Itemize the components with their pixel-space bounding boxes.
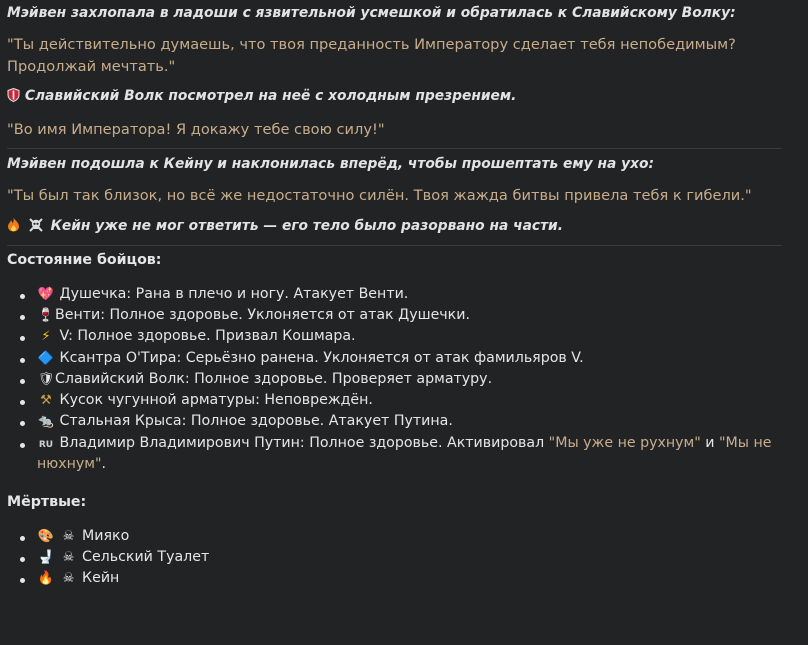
fighter-status: Владимир Владимирович Путин: Полное здоровье. Активировал (59, 434, 549, 451)
lightning-icon: ⚡ (41, 329, 51, 345)
divider (7, 245, 782, 246)
dead-name: Сельский Туалет (82, 548, 210, 565)
artist-palette-icon: 🎨 (37, 528, 55, 544)
fire-icon: 🔥 (37, 571, 55, 587)
blue-gem-icon: 🔷 (37, 350, 55, 366)
shield-icon: 🛡 (37, 371, 55, 387)
fighter-status: Славийский Волк: Полное здоровье. Проверяет арматуру. (55, 370, 493, 387)
list-item (37, 369, 801, 390)
punctuation: . (101, 455, 107, 472)
narration-line (7, 216, 801, 239)
list-item (37, 411, 801, 432)
list-item (37, 526, 801, 547)
fire-icon (7, 217, 20, 239)
rat-icon: 🐀 (37, 414, 55, 430)
fighter-status: V: Полное здоровье. Призвал Кошмара. (59, 328, 356, 345)
skull-crossbones-icon: ☠ (62, 528, 75, 544)
ability-highlight: "Мы не нюхнум" (37, 434, 772, 472)
toilet-icon: 🚽 (37, 549, 55, 565)
skull-crossbones-icon: ☠ (62, 549, 75, 565)
list-item (37, 326, 801, 347)
fighter-status: Кусок чугунной арматуры: Неповреждён. (59, 392, 373, 409)
list-item (37, 284, 801, 305)
dead-heading: Мёртвые: (7, 494, 87, 511)
fighter-status: Душечка: Рана в плечо и ногу. Атакует Венти. (59, 285, 409, 302)
fighters-heading: Состояние бойцов: (7, 252, 162, 269)
ability-highlight: "Мы уже не рухнум" (548, 434, 701, 451)
fighter-status: Венти: Полное здоровье. Уклоняется от атак Душечки. (55, 306, 470, 323)
list-item (37, 547, 801, 568)
quote-line: "Во имя Императора! Я докажу тебе свою силу!" (7, 121, 385, 139)
skull-crossbones-icon (29, 218, 43, 239)
quote-line: "Ты действительно думаешь, что твоя преданность Императору сделает тебя непобедимым? Продолжай мечтать." (7, 35, 736, 75)
narration-line (7, 86, 801, 109)
skull-crossbones-icon: ☠ (62, 571, 75, 587)
wine-glass-icon: 🍷 (37, 307, 55, 323)
narration-line: Мэйвен захлопала в ладоши с язвительной усмешкой и обратилась к Славийскому Волку: (7, 5, 736, 21)
divider (7, 148, 782, 149)
ru-flag-icon: RU (38, 439, 54, 450)
fighter-status: Ксантра О'Тира: Серьёзно ранена. Уклоняется от атак фамильяров V. (59, 349, 584, 366)
list-item (37, 305, 801, 326)
list-item (37, 348, 801, 369)
dead-name: Мияко (82, 527, 130, 544)
list-item (37, 390, 801, 411)
list-item (37, 568, 801, 589)
fighters-list (7, 284, 801, 476)
shield-icon (7, 88, 20, 109)
narration-line: Мэйвен подошла к Кейну и наклонилась вперёд, чтобы прошептать ему на ухо: (7, 156, 655, 173)
dead-name: Кейн (82, 570, 120, 587)
fighter-status: Стальная Крыса: Полное здоровье. Атакует Путина. (59, 413, 453, 430)
quote-line: "Ты был так близок, но всё же недостаточно силён. Твоя жажда битвы привела тебя к гибели." (7, 186, 752, 204)
dead-list (7, 526, 801, 590)
narration-text: Славийский Волк посмотрел на неё с холодным презрением. (24, 88, 517, 105)
narration-text: Кейн уже не мог ответить — его тело было разорвано на части. (50, 217, 563, 234)
list-item (37, 433, 792, 476)
hammer-pick-icon: ⚒ (40, 393, 52, 409)
conjunction: и (700, 434, 720, 451)
sparkling-heart-icon: 💖 (37, 286, 55, 302)
